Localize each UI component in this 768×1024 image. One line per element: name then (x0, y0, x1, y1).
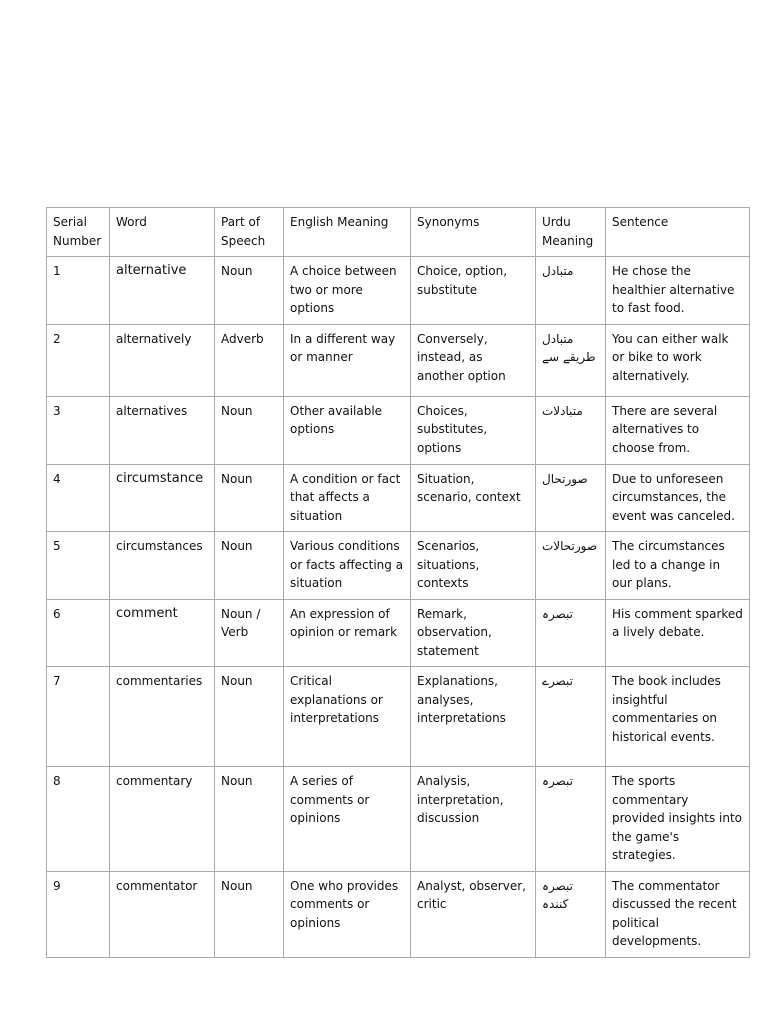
part-of-speech-cell: Noun (215, 396, 284, 464)
table-row (47, 599, 750, 667)
table-row (47, 532, 750, 600)
urdu-meaning-cell (536, 464, 606, 532)
urdu-text: متبادل (542, 264, 574, 278)
english-meaning-cell: One who provides comments or opinions (284, 871, 411, 957)
table-row (47, 464, 750, 532)
word-cell: circumstances (110, 532, 215, 600)
sentence-cell: The circumstances led to a change in our plans. (606, 532, 750, 600)
sentence-cell: There are several alternatives to choose from. (606, 396, 750, 464)
synonyms-cell: Scenarios, situations, contexts (411, 532, 536, 600)
english-meaning-cell: Critical explanations or interpretations (284, 667, 411, 767)
word-cell: alternatively (110, 324, 215, 396)
urdu-text: صورتحالات (542, 539, 598, 553)
table-row (47, 324, 750, 396)
part-of-speech-cell: Noun / Verb (215, 599, 284, 667)
urdu-meaning-cell (536, 667, 606, 767)
part-of-speech-cell: Noun (215, 871, 284, 957)
header-synonyms: Synonyms (411, 208, 536, 257)
header-word: Word (110, 208, 215, 257)
synonyms-cell: Choice, option, substitute (411, 257, 536, 325)
part-of-speech-cell: Adverb (215, 324, 284, 396)
urdu-meaning-cell (536, 532, 606, 600)
urdu-text: صورتحال (542, 471, 588, 486)
sentence-cell: The book includes insightful commentaries on historical events. (606, 667, 750, 767)
serial-cell: 8 (47, 767, 110, 872)
sentence-cell: The sports commentary provided insights into the game's strategies. (606, 767, 750, 872)
serial-cell: 5 (47, 532, 110, 600)
word-cell: comment (110, 599, 215, 667)
urdu-meaning-cell (536, 767, 606, 872)
header-serial-number: Serial Number (47, 208, 110, 257)
part-of-speech-cell: Noun (215, 532, 284, 600)
sentence-cell: Due to unforeseen circumstances, the event was canceled. (606, 464, 750, 532)
serial-cell: 6 (47, 599, 110, 667)
urdu-meaning-cell (536, 257, 606, 325)
sentence-cell: He chose the healthier alternative to fast food. (606, 257, 750, 325)
sentence-cell: You can either walk or bike to work alternatively. (606, 324, 750, 396)
urdu-text: تبصرہ (542, 606, 574, 621)
header-part-of-speech: Part of Speech (215, 208, 284, 257)
synonyms-cell: Analysis, interpretation, discussion (411, 767, 536, 872)
part-of-speech-cell: Noun (215, 257, 284, 325)
table-row (47, 257, 750, 325)
urdu-text: متبادلات (542, 403, 583, 418)
serial-cell: 3 (47, 396, 110, 464)
serial-cell: 1 (47, 257, 110, 325)
word-cell: circumstance (110, 464, 215, 532)
synonyms-cell: Choices, substitutes, options (411, 396, 536, 464)
serial-cell: 7 (47, 667, 110, 767)
english-meaning-cell: A condition or fact that affects a situation (284, 464, 411, 532)
urdu-meaning-cell (536, 599, 606, 667)
header-urdu-meaning: Urdu Meaning (536, 208, 606, 257)
serial-cell: 9 (47, 871, 110, 957)
english-meaning-cell: Other available options (284, 396, 411, 464)
header-sentence: Sentence (606, 208, 750, 257)
part-of-speech-cell: Noun (215, 767, 284, 872)
word-cell: commentaries (110, 667, 215, 767)
table-row (47, 871, 750, 957)
english-meaning-cell: A series of comments or opinions (284, 767, 411, 872)
synonyms-cell: Situation, scenario, context (411, 464, 536, 532)
table-body (47, 257, 750, 958)
synonyms-cell: Explanations, analyses, interpretations (411, 667, 536, 767)
header-english-meaning: English Meaning (284, 208, 411, 257)
part-of-speech-cell: Noun (215, 464, 284, 532)
table-row (47, 667, 750, 767)
table-row (47, 396, 750, 464)
synonyms-cell: Remark, observation, statement (411, 599, 536, 667)
urdu-text: تبصرہ کنندہ (542, 878, 574, 911)
synonyms-cell: Analyst, observer, critic (411, 871, 536, 957)
table-row (47, 767, 750, 872)
sentence-cell: The commentator discussed the recent political developments. (606, 871, 750, 957)
word-cell: commentary (110, 767, 215, 872)
vocabulary-table (46, 207, 750, 958)
urdu-meaning-cell (536, 871, 606, 957)
serial-cell: 2 (47, 324, 110, 396)
table-header-row (47, 208, 750, 257)
word-cell: alternative (110, 257, 215, 325)
word-cell: commentator (110, 871, 215, 957)
urdu-meaning-cell (536, 396, 606, 464)
serial-cell: 4 (47, 464, 110, 532)
english-meaning-cell: An expression of opinion or remark (284, 599, 411, 667)
urdu-text: متبادل طریقے سے (542, 331, 596, 364)
english-meaning-cell: Various conditions or facts affecting a situation (284, 532, 411, 600)
synonyms-cell: Conversely, instead, as another option (411, 324, 536, 396)
urdu-meaning-cell (536, 324, 606, 396)
english-meaning-cell: In a different way or manner (284, 324, 411, 396)
sentence-cell: His comment sparked a lively debate. (606, 599, 750, 667)
part-of-speech-cell: Noun (215, 667, 284, 767)
word-cell: alternatives (110, 396, 215, 464)
urdu-text: تبصرے (542, 674, 574, 688)
english-meaning-cell: A choice between two or more options (284, 257, 411, 325)
urdu-text: تبصرہ (542, 774, 574, 788)
